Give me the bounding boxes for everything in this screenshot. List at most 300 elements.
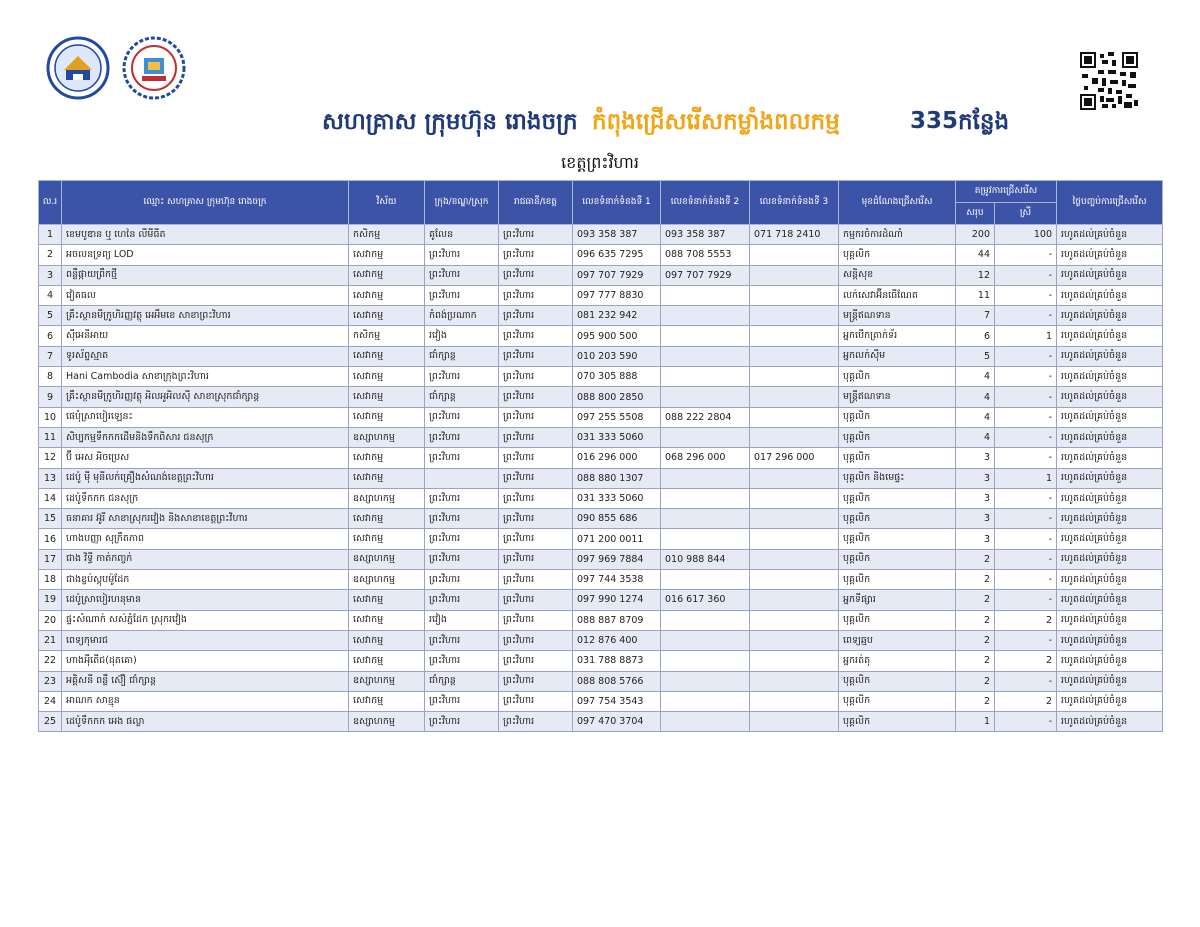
phone1-cell: 088 808 5766 <box>573 671 661 691</box>
company-name: ទូរស័ព្ទស្មាត <box>62 346 349 366</box>
company-name: ដេប៉ូទឹកកក ជនសុក្រ <box>62 488 349 508</box>
phone3-cell <box>750 468 839 488</box>
phone2-cell: 093 358 387 <box>661 225 750 245</box>
phone3-cell <box>750 407 839 427</box>
table-row <box>39 671 1163 691</box>
province-cell: ព្រះវិហារ <box>499 306 573 326</box>
phone1-cell: 097 707 7929 <box>573 265 661 285</box>
phone3-cell: 071 718 2410 <box>750 225 839 245</box>
sector-cell: ឧស្សាហកម្ម <box>349 488 425 508</box>
sector-cell: សេវាកម្ម <box>349 590 425 610</box>
phone2-cell: 088 708 5553 <box>661 245 750 265</box>
deadline-cell: រហូតដល់គ្រប់ចំនួន <box>1057 387 1163 407</box>
company-name: គ្រឹះស្ថានមីក្រូហិរញ្ញវត្ថុ អិលអូអិលស៊ី សាខាស្រុកជាំក្សាន្ត <box>62 387 349 407</box>
row-number: 23 <box>39 671 62 691</box>
phone2-cell: 097 707 7929 <box>661 265 750 285</box>
district-cell: ជាំក្សាន្ត <box>425 346 499 366</box>
sector-cell: សេវាកម្ម <box>349 509 425 529</box>
female-cell: - <box>995 590 1057 610</box>
table-row <box>39 225 1163 245</box>
col-needed: តម្រូវការជ្រើសរើស <box>956 181 1057 203</box>
phone2-cell <box>661 651 750 671</box>
deadline-cell: រហូតដល់គ្រប់ចំនួន <box>1057 468 1163 488</box>
phone3-cell <box>750 265 839 285</box>
position-cell: អ្នកលក់ស៊ីម <box>839 346 956 366</box>
female-cell: - <box>995 712 1057 732</box>
position-cell: បុគ្គលិក និងមេផ្ទះ <box>839 468 956 488</box>
phone3-cell <box>750 509 839 529</box>
female-cell: - <box>995 529 1057 549</box>
sector-cell: សេវាកម្ម <box>349 265 425 285</box>
deadline-cell: រហូតដល់គ្រប់ចំនួន <box>1057 630 1163 650</box>
table-row <box>39 630 1163 650</box>
province-cell: ព្រះវិហារ <box>499 346 573 366</box>
table-row <box>39 346 1163 366</box>
total-cell: 5 <box>956 346 995 366</box>
province-cell: ព្រះវិហារ <box>499 610 573 630</box>
phone2-cell <box>661 427 750 447</box>
position-cell: បុគ្គលិក <box>839 245 956 265</box>
position-cell: បុគ្គលិក <box>839 509 956 529</box>
province-cell: ព្រះវិហារ <box>499 630 573 650</box>
total-cell: 4 <box>956 387 995 407</box>
total-cell: 2 <box>956 651 995 671</box>
district-cell <box>425 468 499 488</box>
phone2-cell: 010 988 844 <box>661 549 750 569</box>
page-title <box>0 108 1200 148</box>
deadline-cell: រហូតដល់គ្រប់ចំនួន <box>1057 245 1163 265</box>
company-name: ពន្លឺផ្កាយព្រឹកថ្មី <box>62 265 349 285</box>
phone1-cell: 088 880 1307 <box>573 468 661 488</box>
phone3-cell <box>750 549 839 569</box>
position-cell: បុគ្គលិក <box>839 671 956 691</box>
total-cell: 3 <box>956 529 995 549</box>
phone3-cell: 017 296 000 <box>750 448 839 468</box>
deadline-cell: រហូតដល់គ្រប់ចំនួន <box>1057 448 1163 468</box>
female-cell: 100 <box>995 225 1057 245</box>
phone2-cell <box>661 346 750 366</box>
table-row <box>39 488 1163 508</box>
row-number: 14 <box>39 488 62 508</box>
female-cell: 2 <box>995 651 1057 671</box>
table-row <box>39 407 1163 427</box>
sector-cell: កសិកម្ម <box>349 225 425 245</box>
sector-cell: ឧស្សាហកម្ម <box>349 427 425 447</box>
province-cell: ព្រះវិហារ <box>499 285 573 305</box>
position-cell: មន្ត្រីឥណទាន <box>839 306 956 326</box>
deadline-cell: រហូតដល់គ្រប់ចំនួន <box>1057 285 1163 305</box>
company-name: ហាងអ៉ីតើជ(ដុតគោ) <box>62 651 349 671</box>
female-cell: - <box>995 387 1057 407</box>
phone3-cell <box>750 590 839 610</box>
phone2-cell <box>661 529 750 549</box>
row-number: 7 <box>39 346 62 366</box>
province-cell: ព្រះវិហារ <box>499 468 573 488</box>
row-number: 25 <box>39 712 62 732</box>
phone2-cell: 088 222 2804 <box>661 407 750 427</box>
province-cell: ព្រះវិហារ <box>499 367 573 387</box>
row-number: 13 <box>39 468 62 488</box>
phone1-cell: 031 788 8873 <box>573 651 661 671</box>
position-cell: ពេទ្យឆ្មប <box>839 630 956 650</box>
company-name: ដេប៉ូ ម៉ី មុនីលក់គ្រឿងសំណង់ខេត្តព្រះវិហារ <box>62 468 349 488</box>
female-cell: 1 <box>995 326 1057 346</box>
table-row <box>39 427 1163 447</box>
district-cell: ព្រះវិហារ <box>425 651 499 671</box>
deadline-cell: រហូតដល់គ្រប់ចំនួន <box>1057 326 1163 346</box>
total-cell: 3 <box>956 468 995 488</box>
position-cell: សន្តិសុខ <box>839 265 956 285</box>
deadline-cell: រហូតដល់គ្រប់ចំនួន <box>1057 265 1163 285</box>
phone2-cell <box>661 630 750 650</box>
female-cell: - <box>995 367 1057 387</box>
row-number: 12 <box>39 448 62 468</box>
phone3-cell <box>750 326 839 346</box>
phone1-cell: 071 200 0011 <box>573 529 661 549</box>
deadline-cell: រហូតដល់គ្រប់ចំនួន <box>1057 610 1163 630</box>
phone2-cell <box>661 326 750 346</box>
total-cell: 2 <box>956 549 995 569</box>
district-cell: ព្រះវិហារ <box>425 509 499 529</box>
female-cell: - <box>995 570 1057 590</box>
table-row <box>39 468 1163 488</box>
province-cell: ព្រះវិហារ <box>499 245 573 265</box>
sector-cell: សេវាកម្ម <box>349 691 425 711</box>
district-cell: ព្រះវិហារ <box>425 529 499 549</box>
phone3-cell <box>750 671 839 691</box>
position-cell: បុគ្គលិក <box>839 691 956 711</box>
district-cell: ព្រះវិហារ <box>425 285 499 305</box>
phone2-cell <box>661 712 750 732</box>
district-cell: ព្រះវិហារ <box>425 407 499 427</box>
phone3-cell <box>750 712 839 732</box>
table-row <box>39 651 1163 671</box>
deadline-cell: រហូតដល់គ្រប់ចំនួន <box>1057 407 1163 427</box>
position-cell: បុគ្គលិក <box>839 427 956 447</box>
phone1-cell: 031 333 5060 <box>573 488 661 508</box>
phone1-cell: 031 333 5060 <box>573 427 661 447</box>
province-cell: ព្រះវិហារ <box>499 671 573 691</box>
phone2-cell <box>661 488 750 508</box>
phone3-cell <box>750 610 839 630</box>
table-row <box>39 306 1163 326</box>
province-cell: ព្រះវិហារ <box>499 265 573 285</box>
total-cell: 7 <box>956 306 995 326</box>
phone1-cell: 088 800 2850 <box>573 387 661 407</box>
province-cell: ព្រះវិហារ <box>499 427 573 447</box>
row-number: 10 <box>39 407 62 427</box>
position-cell: បុគ្គលិក <box>839 549 956 569</box>
total-cell: 3 <box>956 509 995 529</box>
sector-cell: ឧស្សាហកម្ម <box>349 712 425 732</box>
province-cell: ព្រះវិហារ <box>499 448 573 468</box>
sector-cell: សេវាកម្ម <box>349 630 425 650</box>
deadline-cell: រហូតដល់គ្រប់ចំនួន <box>1057 651 1163 671</box>
table-row <box>39 367 1163 387</box>
phone3-cell <box>750 529 839 549</box>
company-name: ខេមបូឌាន ឬ ហេនៃ លីមីធីត <box>62 225 349 245</box>
company-name: ហាងបញ្ញា សុក្រឹតភាព <box>62 529 349 549</box>
female-cell: - <box>995 448 1057 468</box>
district-cell: ព្រះវិហារ <box>425 265 499 285</box>
company-name: សិប្បកម្មទឹកកកដើមនិងទឹកពិសារ ជនសុក្រ <box>62 427 349 447</box>
total-cell: 44 <box>956 245 995 265</box>
col-sector: វិស័យ <box>349 181 425 225</box>
total-cell: 1 <box>956 712 995 732</box>
table-row <box>39 265 1163 285</box>
deadline-cell: រហូតដល់គ្រប់ចំនួន <box>1057 671 1163 691</box>
qr-code-icon[interactable] <box>1080 52 1138 110</box>
phone2-cell <box>661 509 750 529</box>
province-cell: ព្រះវិហារ <box>499 651 573 671</box>
phone1-cell: 096 635 7295 <box>573 245 661 265</box>
table-row <box>39 387 1163 407</box>
position-cell: អ្នករត់តុ <box>839 651 956 671</box>
row-number: 19 <box>39 590 62 610</box>
total-cell: 3 <box>956 488 995 508</box>
col-deadline: ថ្ងៃបញ្ចប់ការជ្រើសរើស <box>1057 181 1163 225</box>
phone3-cell <box>750 427 839 447</box>
female-cell: - <box>995 285 1057 305</box>
company-name: ស៊ីអេនីអាយ <box>62 326 349 346</box>
total-cell: 12 <box>956 265 995 285</box>
table-row <box>39 712 1163 732</box>
sector-cell: ឧស្សាហកម្ម <box>349 549 425 569</box>
deadline-cell: រហូតដល់គ្រប់ចំនួន <box>1057 306 1163 326</box>
position-cell: បុគ្គលិក <box>839 367 956 387</box>
row-number: 18 <box>39 570 62 590</box>
col-total: សរុប <box>956 203 995 225</box>
col-no: ល.រ <box>39 181 62 225</box>
female-cell: - <box>995 630 1057 650</box>
province-subtitle: ខេត្តព្រះវិហារ <box>561 153 639 172</box>
phone1-cell: 090 855 686 <box>573 509 661 529</box>
title-highlight: កំពុងជ្រើសរើសកម្លាំងពលកម្ម <box>592 109 840 135</box>
district-cell: រវៀង <box>425 326 499 346</box>
job-vacancy-table <box>38 180 1163 732</box>
position-cell: បុគ្គលិក <box>839 570 956 590</box>
phone1-cell: 097 255 5508 <box>573 407 661 427</box>
phone3-cell <box>750 306 839 326</box>
company-name: គ្រឹះស្ថានមីក្រូហិរញ្ញវត្ថុ អេអឹមខេ សាខាព្រះវិហារ <box>62 306 349 326</box>
company-name: Hani Cambodia សាខាក្រុងព្រះវិហារ <box>62 367 349 387</box>
phone2-cell <box>661 367 750 387</box>
phone2-cell <box>661 468 750 488</box>
table-row <box>39 549 1163 569</box>
sector-cell: សេវាកម្ម <box>349 651 425 671</box>
sector-cell: កសិកម្ម <box>349 326 425 346</box>
row-number: 24 <box>39 691 62 711</box>
phone1-cell: 093 358 387 <box>573 225 661 245</box>
deadline-cell: រហូតដល់គ្រប់ចំនួន <box>1057 712 1163 732</box>
province-cell: ព្រះវិហារ <box>499 509 573 529</box>
phone3-cell <box>750 630 839 650</box>
col-district: ក្រុង/ខណ្ឌ/ស្រុក <box>425 181 499 225</box>
company-name: ពេទ្យកុមារជ <box>62 630 349 650</box>
female-cell: - <box>995 509 1057 529</box>
phone1-cell: 081 232 942 <box>573 306 661 326</box>
phone2-cell <box>661 387 750 407</box>
female-cell: - <box>995 488 1057 508</box>
phone3-cell <box>750 488 839 508</box>
female-cell: 1 <box>995 468 1057 488</box>
district-cell: ព្រះវិហារ <box>425 712 499 732</box>
total-cell: 4 <box>956 407 995 427</box>
row-number: 16 <box>39 529 62 549</box>
deadline-cell: រហូតដល់គ្រប់ចំនួន <box>1057 488 1163 508</box>
province-cell: ព្រះវិហារ <box>499 529 573 549</box>
phone1-cell: 012 876 400 <box>573 630 661 650</box>
phone1-cell: 097 470 3704 <box>573 712 661 732</box>
company-name: ប៊ី អេស អិចប្រេស <box>62 448 349 468</box>
province-cell: ព្រះវិហារ <box>499 549 573 569</box>
position-cell: បុគ្គលិក <box>839 529 956 549</box>
total-cell: 4 <box>956 427 995 447</box>
company-name: វៀតធល <box>62 285 349 305</box>
total-cell: 2 <box>956 610 995 630</box>
female-cell: - <box>995 265 1057 285</box>
row-number: 22 <box>39 651 62 671</box>
phone3-cell <box>750 245 839 265</box>
position-cell: បុគ្គលិក <box>839 712 956 732</box>
deadline-cell: រហូតដល់គ្រប់ចំនួន <box>1057 529 1163 549</box>
district-cell: ព្រះវិហារ <box>425 549 499 569</box>
phone1-cell: 097 754 3543 <box>573 691 661 711</box>
phone3-cell <box>750 285 839 305</box>
district-cell: គូលែន <box>425 225 499 245</box>
position-cell: អ្នកបើកត្រាក់ទ័រ <box>839 326 956 346</box>
deadline-cell: រហូតដល់គ្រប់ចំនួន <box>1057 549 1163 569</box>
phone2-cell: 016 617 360 <box>661 590 750 610</box>
province-cell: ព្រះវិហារ <box>499 407 573 427</box>
phone3-cell <box>750 570 839 590</box>
sector-cell: សេវាកម្ម <box>349 306 425 326</box>
company-name: ជាង វិទ្ធី កាត់កញ្ចក់ <box>62 549 349 569</box>
phone1-cell: 097 990 1274 <box>573 590 661 610</box>
row-number: 8 <box>39 367 62 387</box>
deadline-cell: រហូតដល់គ្រប់ចំនួន <box>1057 590 1163 610</box>
table-row <box>39 529 1163 549</box>
female-cell: 2 <box>995 691 1057 711</box>
total-cell: 2 <box>956 570 995 590</box>
company-name: ដេប៉ូស្រាបៀរហនុមាន <box>62 590 349 610</box>
col-phone3: លេខទំនាក់ទំនងទី 3 <box>750 181 839 225</box>
row-number: 17 <box>39 549 62 569</box>
phone3-cell <box>750 367 839 387</box>
sector-cell: សេវាកម្ម <box>349 245 425 265</box>
sector-cell: សេវាកម្ម <box>349 346 425 366</box>
logos <box>46 36 186 100</box>
female-cell: - <box>995 427 1057 447</box>
province-cell: ព្រះវិហារ <box>499 488 573 508</box>
phone1-cell: 095 900 500 <box>573 326 661 346</box>
total-unit: កន្លែង <box>958 109 1010 135</box>
phone1-cell: 088 887 8709 <box>573 610 661 630</box>
col-position: មុខដំណែងជ្រើសរើស <box>839 181 956 225</box>
row-number: 11 <box>39 427 62 447</box>
table-row <box>39 326 1163 346</box>
phone2-cell <box>661 285 750 305</box>
province-cell: ព្រះវិហារ <box>499 691 573 711</box>
female-cell: - <box>995 671 1057 691</box>
phone1-cell: 097 969 7884 <box>573 549 661 569</box>
deadline-cell: រហូតដល់គ្រប់ចំនួន <box>1057 346 1163 366</box>
total-cell: 2 <box>956 630 995 650</box>
col-phone2: លេខទំនាក់ទំនងទី 2 <box>661 181 750 225</box>
row-number: 3 <box>39 265 62 285</box>
sector-cell: សេវាកម្ម <box>349 285 425 305</box>
phone3-cell <box>750 691 839 711</box>
col-name: ឈ្មោះ សហគ្រាស ក្រុមហ៊ុន រោងចក្រ <box>62 181 349 225</box>
phone2-cell <box>661 671 750 691</box>
female-cell: 2 <box>995 610 1057 630</box>
province-cell: ព្រះវិហារ <box>499 387 573 407</box>
company-name: ដេប៉ូទឹកកក អេង ផល្លា <box>62 712 349 732</box>
total-cell: 11 <box>956 285 995 305</box>
district-cell: ព្រះវិហារ <box>425 245 499 265</box>
position-cell: បុគ្គលិក <box>839 448 956 468</box>
col-province: រាជធានី/ខេត្ត <box>499 181 573 225</box>
row-number: 21 <box>39 630 62 650</box>
company-name: ធនាគារ អ៊ូរី សាខាស្រុករវៀង និងសាខាខេត្តព្រះវិហារ <box>62 509 349 529</box>
total-cell: 2 <box>956 590 995 610</box>
sector-cell: សេវាកម្ម <box>349 407 425 427</box>
phone1-cell: 010 203 590 <box>573 346 661 366</box>
position-cell: បុគ្គលិក <box>839 610 956 630</box>
total-cell: 3 <box>956 448 995 468</box>
sector-cell: សេវាកម្ម <box>349 468 425 488</box>
nea-logo-icon <box>122 36 186 100</box>
district-cell: ព្រះវិហារ <box>425 691 499 711</box>
table-row <box>39 509 1163 529</box>
district-cell: រវៀង <box>425 610 499 630</box>
district-cell: ជាំក្សាន្ត <box>425 671 499 691</box>
row-number: 5 <box>39 306 62 326</box>
table-row <box>39 610 1163 630</box>
row-number: 6 <box>39 326 62 346</box>
female-cell: - <box>995 549 1057 569</box>
female-cell: - <box>995 407 1057 427</box>
company-name: ផេបុំស្រាបៀរឡេនះ <box>62 407 349 427</box>
table-row <box>39 691 1163 711</box>
sector-cell: ឧស្សាហកម្ម <box>349 570 425 590</box>
deadline-cell: រហូតដល់គ្រប់ចំនួន <box>1057 427 1163 447</box>
sector-cell: សេវាកម្ម <box>349 529 425 549</box>
deadline-cell: រហូតដល់គ្រប់ចំនួន <box>1057 691 1163 711</box>
row-number: 4 <box>39 285 62 305</box>
table-body <box>39 225 1163 732</box>
table-row <box>39 285 1163 305</box>
phone1-cell: 097 744 3538 <box>573 570 661 590</box>
row-number: 1 <box>39 225 62 245</box>
province-cell: ព្រះវិហារ <box>499 225 573 245</box>
deadline-cell: រហូតដល់គ្រប់ចំនួន <box>1057 509 1163 529</box>
total-cell: 2 <box>956 691 995 711</box>
province-cell: ព្រះវិហារ <box>499 570 573 590</box>
district-cell: ព្រះវិហារ <box>425 488 499 508</box>
sector-cell: សេវាកម្ម <box>349 387 425 407</box>
total-cell: 2 <box>956 671 995 691</box>
company-name: ជាងខ្ចប់ស្តុបម៉ូដែក <box>62 570 349 590</box>
total-count: 335 <box>910 108 959 134</box>
phone1-cell: 016 296 000 <box>573 448 661 468</box>
company-name: ផ្ទះសំណាក់ សស់ភ្នំដែក ស្រុករវៀង <box>62 610 349 630</box>
sector-cell: សេវាកម្ម <box>349 610 425 630</box>
position-cell: អ្នកទីផ្សារ <box>839 590 956 610</box>
sector-cell: ឧស្សាហកម្ម <box>349 671 425 691</box>
deadline-cell: រហូតដល់គ្រប់ចំនួន <box>1057 570 1163 590</box>
sector-cell: សេវាកម្ម <box>349 367 425 387</box>
